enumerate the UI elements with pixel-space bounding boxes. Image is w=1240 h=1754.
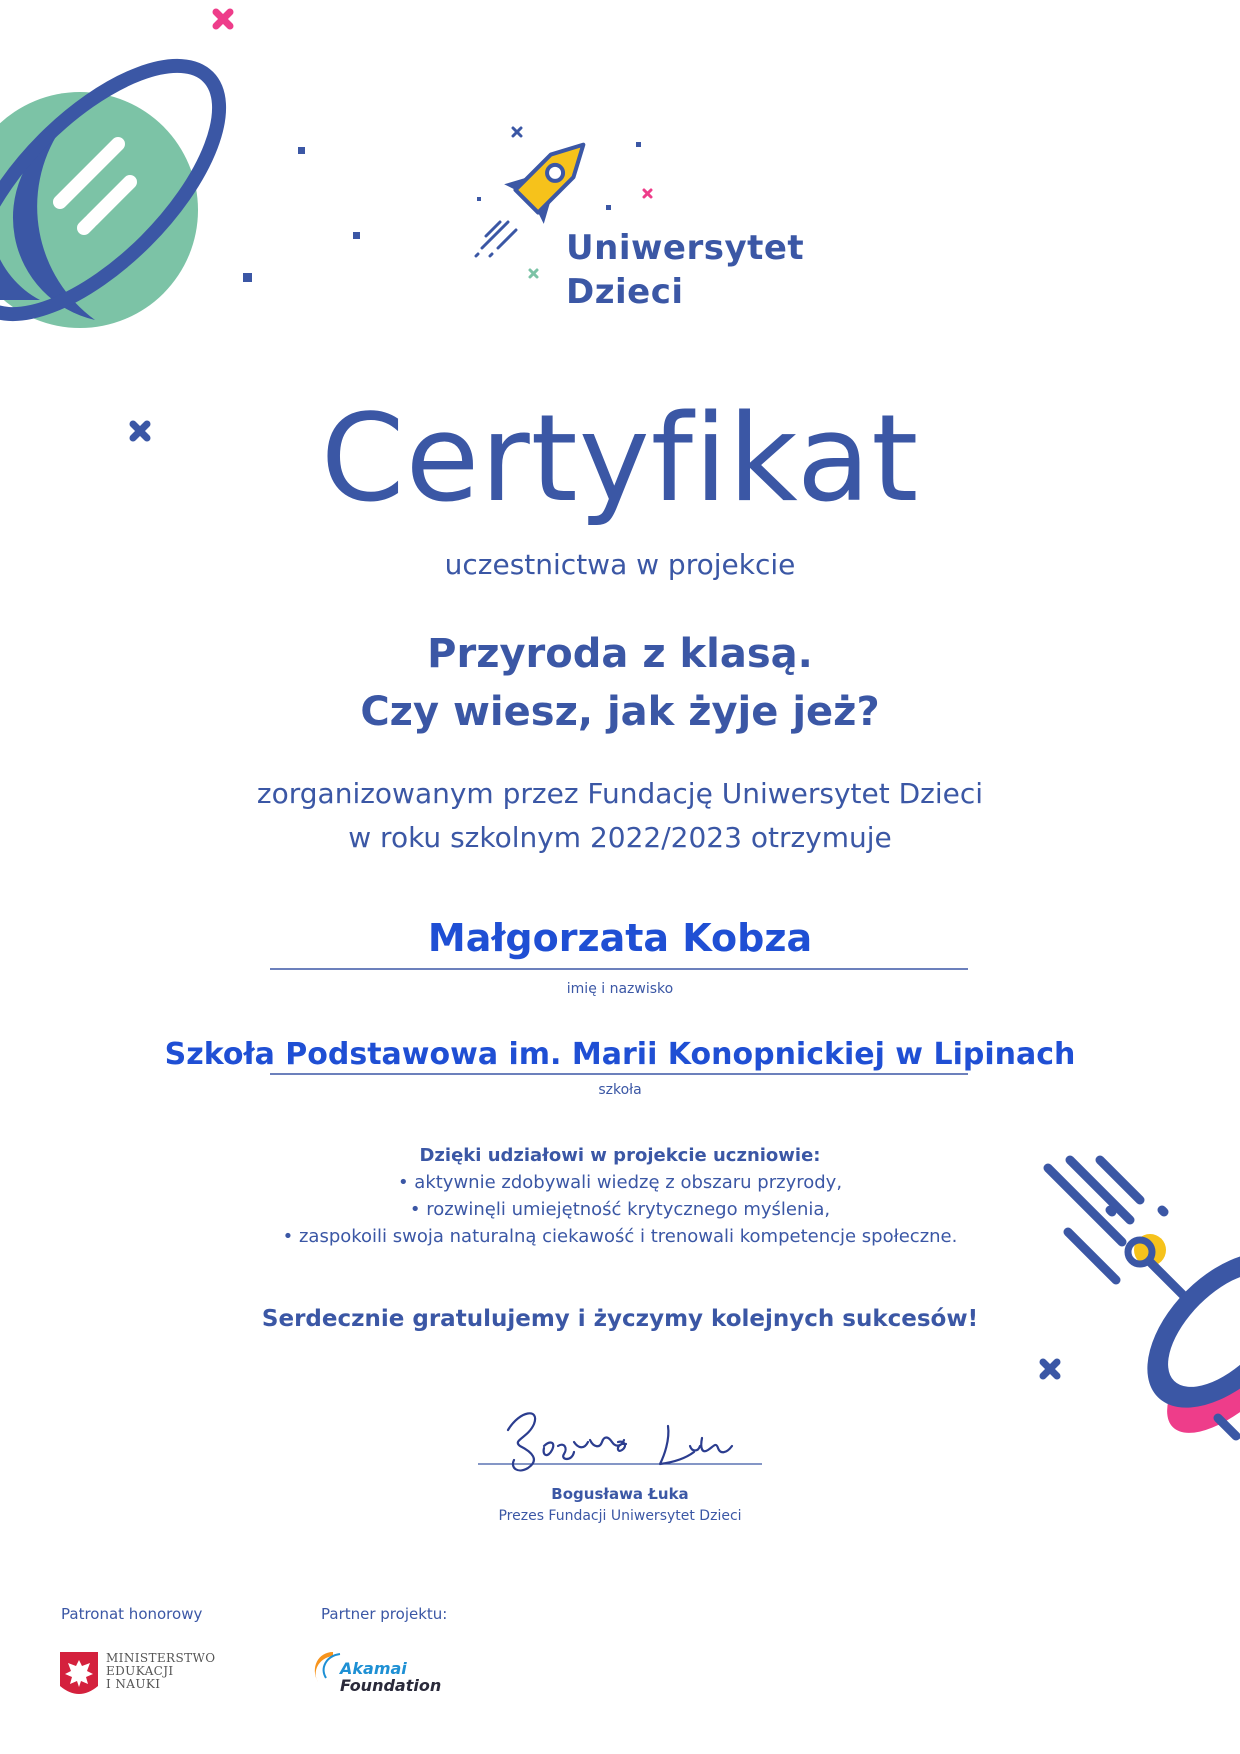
brand-line-1: Uniwersytet [566, 228, 805, 268]
congratulations-text: Serdecznie gratulujemy i życzymy kolejnych sukcesów! [261, 1306, 979, 1332]
akamai-swoosh-icon [315, 1652, 340, 1682]
organizer-text [0, 772, 1240, 860]
certificate-title: Certyfikat [320, 390, 920, 529]
certificate-subtitle: uczestnictwa w projekcie [444, 548, 796, 581]
ministry-line-3: I NAUKI [106, 1677, 161, 1691]
blue-cross-icon [1043, 1362, 1057, 1376]
signatory-name: Bogusława Łuka [551, 1485, 689, 1503]
brand-line-2: Dzieci [566, 272, 684, 312]
project-title [0, 625, 1240, 741]
recipient-name: Małgorzata Kobza [427, 916, 813, 960]
handwritten-signature [508, 1413, 732, 1470]
recipient-name-caption: imię i nazwisko [566, 981, 674, 997]
patronage-label: Patronat honorowy [61, 1605, 203, 1623]
ministry-line-1: MINISTERSTWO [106, 1651, 216, 1665]
partner-logo-text [340, 1660, 441, 1694]
partner-label: Partner projektu: [321, 1605, 448, 1623]
planet-illustration [0, 26, 259, 354]
brand-logo-text [566, 226, 804, 314]
organizer-line-2: w roku szkolnym 2022/2023 otrzymuje [348, 821, 892, 854]
ministry-logo-text [106, 1652, 215, 1691]
benefits-list [0, 1142, 1240, 1250]
pink-cross-icon [216, 12, 230, 26]
ministry-line-2: EDUKACJI [106, 1664, 174, 1678]
benefits-item: • zaspokoili swoja naturalną ciekawość i trenowali kompetencje społeczne. [0, 1223, 1240, 1250]
partner-line-1: Akamai [340, 1659, 407, 1678]
signatory-role: Prezes Fundacji Uniwersytet Dzieci [498, 1508, 742, 1524]
recipient-school: Szkoła Podstawowa im. Marii Konopnickiej w Lipinach [164, 1037, 1076, 1072]
project-title-line-2: Czy wiesz, jak żyje jeż? [360, 689, 880, 735]
benefits-item: • rozwinęli umiejętność krytycznego myślenia, [0, 1196, 1240, 1223]
polish-eagle-emblem-icon [60, 1652, 98, 1694]
organizer-line-1: zorganizowanym przez Fundację Uniwersytet Dzieci [256, 777, 984, 810]
partner-line-2: Foundation [340, 1676, 442, 1695]
benefits-heading: Dzięki udziałowi w projekcie uczniowie: [419, 1145, 821, 1166]
project-title-line-1: Przyroda z klasą. [427, 631, 813, 677]
recipient-school-caption: szkoła [598, 1082, 642, 1098]
benefits-item: • aktywnie zdobywali wiedzę z obszaru przyrody, [0, 1169, 1240, 1196]
